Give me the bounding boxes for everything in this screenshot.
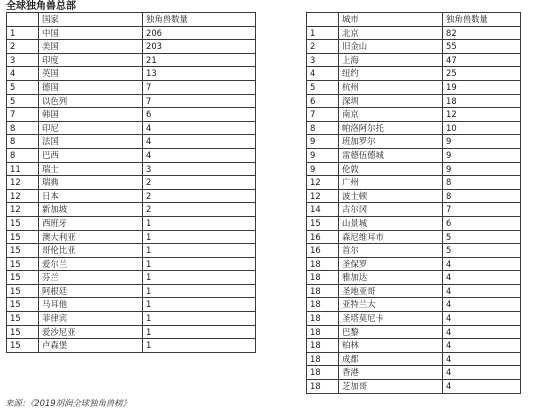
table-row bbox=[7, 271, 256, 285]
table-row bbox=[307, 67, 521, 81]
count-cell: 5 bbox=[443, 244, 521, 258]
count-cell: 2 bbox=[143, 176, 256, 190]
table-header-row bbox=[307, 13, 521, 27]
country-table bbox=[6, 12, 256, 353]
count-cell: 55 bbox=[443, 40, 521, 54]
name-cell: 爱沙尼亚 bbox=[39, 325, 143, 339]
rank-cell: 4 bbox=[7, 67, 39, 81]
table-row bbox=[307, 271, 521, 285]
name-cell: 山景城 bbox=[339, 216, 443, 230]
name-cell: 哥伦比亚 bbox=[39, 244, 143, 258]
table-row bbox=[7, 312, 256, 326]
name-cell: 旧金山 bbox=[339, 40, 443, 54]
count-cell: 1 bbox=[143, 271, 256, 285]
name-cell: 阿根廷 bbox=[39, 284, 143, 298]
table-row bbox=[7, 230, 256, 244]
table-row bbox=[307, 162, 521, 176]
table-row bbox=[307, 380, 521, 394]
count-cell: 4 bbox=[443, 271, 521, 285]
name-cell: 英国 bbox=[39, 67, 143, 81]
table-row bbox=[307, 80, 521, 94]
name-cell: 圣保罗 bbox=[339, 257, 443, 271]
name-cell: 圣塔莫尼卡 bbox=[339, 312, 443, 326]
table-row bbox=[307, 40, 521, 54]
table-row bbox=[7, 284, 256, 298]
rank-cell: 18 bbox=[307, 339, 339, 353]
table-row bbox=[307, 352, 521, 366]
rank-cell: 15 bbox=[7, 339, 39, 353]
rank-cell: 18 bbox=[307, 298, 339, 312]
rank-cell: 12 bbox=[307, 176, 339, 190]
name-cell: 巴黎 bbox=[339, 325, 443, 339]
rank-cell: 15 bbox=[7, 230, 39, 244]
rank-cell: 2 bbox=[307, 40, 339, 54]
name-cell: 德国 bbox=[39, 80, 143, 94]
count-cell: 10 bbox=[443, 121, 521, 135]
name-cell: 爱尔兰 bbox=[39, 257, 143, 271]
table-row bbox=[7, 67, 256, 81]
name-cell: 森尼维耳市 bbox=[339, 230, 443, 244]
rank-cell: 15 bbox=[7, 298, 39, 312]
rank-cell: 15 bbox=[307, 216, 339, 230]
rank-cell: 12 bbox=[7, 176, 39, 190]
name-cell: 广州 bbox=[339, 176, 443, 190]
table-row bbox=[307, 135, 521, 149]
table-row bbox=[307, 108, 521, 122]
rank-cell: 7 bbox=[7, 108, 39, 122]
rank-cell: 18 bbox=[307, 352, 339, 366]
count-cell: 1 bbox=[143, 230, 256, 244]
rank-cell: 8 bbox=[7, 148, 39, 162]
count-cell: 4 bbox=[443, 352, 521, 366]
count-cell: 12 bbox=[443, 108, 521, 122]
table-row bbox=[7, 216, 256, 230]
rank-cell: 1 bbox=[7, 26, 39, 40]
count-cell: 19 bbox=[443, 80, 521, 94]
name-cell: 澳大利亚 bbox=[39, 230, 143, 244]
count-cell: 47 bbox=[443, 53, 521, 67]
name-cell: 柏林 bbox=[339, 339, 443, 353]
name-cell: 帕洛阿尔托 bbox=[339, 121, 443, 135]
rank-cell: 18 bbox=[307, 380, 339, 394]
table-row bbox=[7, 80, 256, 94]
rank-cell: 8 bbox=[7, 135, 39, 149]
rank-cell: 18 bbox=[307, 366, 339, 380]
count-cell: 7 bbox=[443, 203, 521, 217]
rank-cell: 15 bbox=[7, 257, 39, 271]
rank-cell: 5 bbox=[7, 80, 39, 94]
table-row bbox=[307, 244, 521, 258]
name-cell: 法国 bbox=[39, 135, 143, 149]
count-cell: 1 bbox=[143, 284, 256, 298]
rank-cell: 11 bbox=[7, 162, 39, 176]
rank-cell: 12 bbox=[7, 203, 39, 217]
table-row bbox=[7, 257, 256, 271]
count-cell: 1 bbox=[143, 312, 256, 326]
count-cell: 9 bbox=[443, 135, 521, 149]
count-cell: 8 bbox=[443, 176, 521, 190]
table-row bbox=[7, 26, 256, 40]
count-cell: 5 bbox=[443, 230, 521, 244]
name-cell: 芬兰 bbox=[39, 271, 143, 285]
table-row bbox=[7, 40, 256, 54]
column-header: 城市 bbox=[339, 13, 443, 27]
rank-cell: 2 bbox=[7, 40, 39, 54]
table-row bbox=[7, 135, 256, 149]
name-cell: 伦敦 bbox=[339, 162, 443, 176]
rank-cell: 8 bbox=[7, 121, 39, 135]
count-cell: 1 bbox=[143, 298, 256, 312]
name-cell: 成都 bbox=[339, 352, 443, 366]
rank-cell: 9 bbox=[307, 162, 339, 176]
name-cell: 古尔冈 bbox=[339, 203, 443, 217]
count-cell: 1 bbox=[143, 325, 256, 339]
table-row bbox=[7, 203, 256, 217]
table-row bbox=[7, 94, 256, 108]
rank-cell: 8 bbox=[307, 121, 339, 135]
rank-cell: 3 bbox=[307, 53, 339, 67]
rank-cell: 14 bbox=[307, 203, 339, 217]
table-row bbox=[7, 162, 256, 176]
table-row bbox=[307, 257, 521, 271]
table-row bbox=[307, 26, 521, 40]
name-cell: 首尔 bbox=[339, 244, 443, 258]
table-row bbox=[7, 121, 256, 135]
table-title: 全球独角兽总部 bbox=[6, 1, 76, 12]
name-cell: 北京 bbox=[339, 26, 443, 40]
table-row bbox=[307, 216, 521, 230]
name-cell: 纽约 bbox=[339, 67, 443, 81]
name-cell: 日本 bbox=[39, 189, 143, 203]
name-cell: 香港 bbox=[339, 366, 443, 380]
name-cell: 印度 bbox=[39, 53, 143, 67]
table-header-row bbox=[7, 13, 256, 27]
count-cell: 9 bbox=[443, 162, 521, 176]
table-row bbox=[7, 53, 256, 67]
table-row bbox=[7, 176, 256, 190]
rank-cell: 9 bbox=[307, 135, 339, 149]
rank-cell: 5 bbox=[7, 94, 39, 108]
column-header bbox=[307, 13, 339, 27]
count-cell: 7 bbox=[143, 94, 256, 108]
column-header: 国家 bbox=[39, 13, 143, 27]
name-cell: 芝加哥 bbox=[339, 380, 443, 394]
name-cell: 菲律宾 bbox=[39, 312, 143, 326]
rank-cell: 15 bbox=[7, 325, 39, 339]
table-row bbox=[307, 325, 521, 339]
table-row bbox=[307, 339, 521, 353]
table-row bbox=[307, 148, 521, 162]
count-cell: 4 bbox=[443, 312, 521, 326]
rank-cell: 1 bbox=[307, 26, 339, 40]
count-cell: 18 bbox=[443, 94, 521, 108]
name-cell: 以色列 bbox=[39, 94, 143, 108]
count-cell: 1 bbox=[143, 339, 256, 353]
source-note: 来源：《2019胡润全球独角兽榜》 bbox=[5, 398, 131, 408]
count-cell: 1 bbox=[143, 244, 256, 258]
table-row bbox=[7, 325, 256, 339]
rank-cell: 15 bbox=[7, 216, 39, 230]
table-row bbox=[7, 108, 256, 122]
rank-cell: 12 bbox=[7, 189, 39, 203]
count-cell: 4 bbox=[443, 366, 521, 380]
column-header: 独角兽数量 bbox=[143, 13, 256, 27]
table-row bbox=[7, 244, 256, 258]
count-cell: 8 bbox=[443, 189, 521, 203]
rank-cell: 9 bbox=[307, 148, 339, 162]
rank-cell: 4 bbox=[307, 67, 339, 81]
rank-cell: 18 bbox=[307, 257, 339, 271]
rank-cell: 15 bbox=[7, 271, 39, 285]
count-cell: 1 bbox=[143, 216, 256, 230]
count-cell: 25 bbox=[443, 67, 521, 81]
name-cell: 中国 bbox=[39, 26, 143, 40]
table-row bbox=[307, 284, 521, 298]
name-cell: 西班牙 bbox=[39, 216, 143, 230]
name-cell: 雅加达 bbox=[339, 271, 443, 285]
table-row bbox=[307, 298, 521, 312]
count-cell: 6 bbox=[443, 216, 521, 230]
rank-cell: 5 bbox=[307, 80, 339, 94]
count-cell: 21 bbox=[143, 53, 256, 67]
count-cell: 7 bbox=[143, 80, 256, 94]
rank-cell: 18 bbox=[307, 312, 339, 326]
table-row bbox=[307, 94, 521, 108]
rank-cell: 12 bbox=[307, 189, 339, 203]
count-cell: 4 bbox=[443, 380, 521, 394]
name-cell: 美国 bbox=[39, 40, 143, 54]
rank-cell: 7 bbox=[307, 108, 339, 122]
count-cell: 82 bbox=[443, 26, 521, 40]
rank-cell: 16 bbox=[307, 230, 339, 244]
name-cell: 班加罗尔 bbox=[339, 135, 443, 149]
name-cell: 上海 bbox=[339, 53, 443, 67]
table-row bbox=[307, 53, 521, 67]
count-cell: 2 bbox=[143, 203, 256, 217]
name-cell: 印尼 bbox=[39, 121, 143, 135]
column-header: 独角兽数量 bbox=[443, 13, 521, 27]
table-row bbox=[307, 366, 521, 380]
count-cell: 206 bbox=[143, 26, 256, 40]
count-cell: 4 bbox=[143, 135, 256, 149]
count-cell: 4 bbox=[443, 325, 521, 339]
table-row bbox=[307, 203, 521, 217]
table-row bbox=[7, 148, 256, 162]
rank-cell: 15 bbox=[7, 284, 39, 298]
rank-cell: 18 bbox=[307, 271, 339, 285]
rank-cell: 15 bbox=[7, 244, 39, 258]
rank-cell: 18 bbox=[307, 284, 339, 298]
name-cell: 圣地亚哥 bbox=[339, 284, 443, 298]
name-cell: 新加坡 bbox=[39, 203, 143, 217]
rank-cell: 3 bbox=[7, 53, 39, 67]
count-cell: 2 bbox=[143, 189, 256, 203]
name-cell: 卢森堡 bbox=[39, 339, 143, 353]
rank-cell: 16 bbox=[307, 244, 339, 258]
count-cell: 4 bbox=[443, 298, 521, 312]
count-cell: 1 bbox=[143, 257, 256, 271]
table-row bbox=[7, 189, 256, 203]
count-cell: 6 bbox=[143, 108, 256, 122]
table-row bbox=[307, 176, 521, 190]
table-row bbox=[307, 230, 521, 244]
table-row bbox=[307, 121, 521, 135]
table-row bbox=[307, 189, 521, 203]
name-cell: 瑞士 bbox=[39, 162, 143, 176]
column-header bbox=[7, 13, 39, 27]
name-cell: 波士顿 bbox=[339, 189, 443, 203]
name-cell: 韩国 bbox=[39, 108, 143, 122]
count-cell: 203 bbox=[143, 40, 256, 54]
count-cell: 4 bbox=[443, 257, 521, 271]
name-cell: 雷德伍德城 bbox=[339, 148, 443, 162]
name-cell: 瑞典 bbox=[39, 176, 143, 190]
count-cell: 9 bbox=[443, 148, 521, 162]
name-cell: 巴西 bbox=[39, 148, 143, 162]
name-cell: 马耳他 bbox=[39, 298, 143, 312]
rank-cell: 15 bbox=[7, 312, 39, 326]
count-cell: 3 bbox=[143, 162, 256, 176]
rank-cell: 18 bbox=[307, 325, 339, 339]
rank-cell: 6 bbox=[307, 94, 339, 108]
name-cell: 杭州 bbox=[339, 80, 443, 94]
count-cell: 4 bbox=[143, 148, 256, 162]
name-cell: 南京 bbox=[339, 108, 443, 122]
table-row bbox=[7, 339, 256, 353]
count-cell: 13 bbox=[143, 67, 256, 81]
table-row bbox=[7, 298, 256, 312]
count-cell: 4 bbox=[143, 121, 256, 135]
count-cell: 4 bbox=[443, 339, 521, 353]
city-table bbox=[306, 12, 521, 394]
count-cell: 4 bbox=[443, 284, 521, 298]
name-cell: 深圳 bbox=[339, 94, 443, 108]
table-row bbox=[307, 312, 521, 326]
name-cell: 亚特兰大 bbox=[339, 298, 443, 312]
